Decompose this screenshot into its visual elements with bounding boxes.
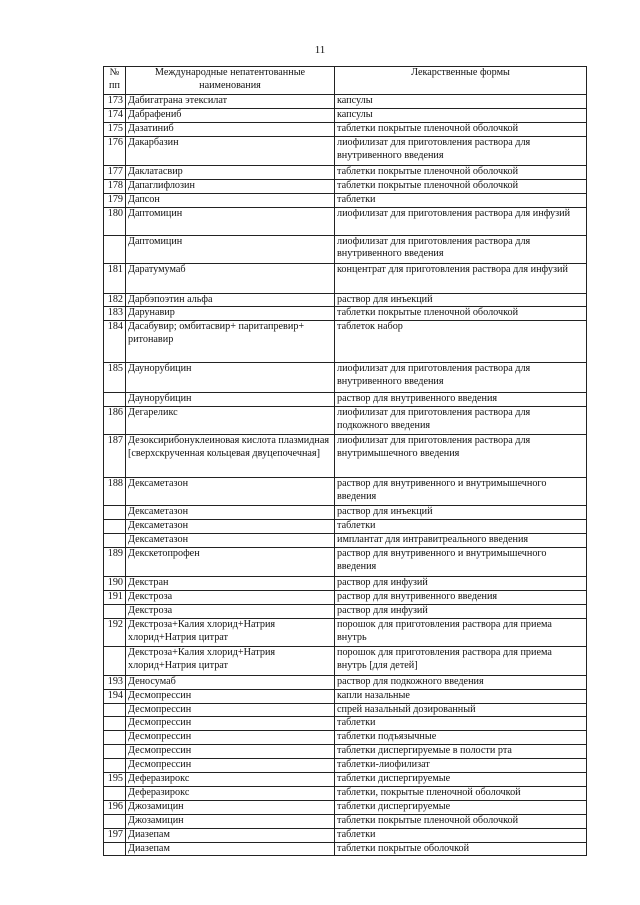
table-row bbox=[104, 179, 587, 193]
table-row bbox=[104, 828, 587, 842]
row-number bbox=[104, 745, 126, 759]
row-number bbox=[104, 814, 126, 828]
drug-name: Деносумаб bbox=[126, 675, 335, 689]
row-number: 196 bbox=[104, 800, 126, 814]
dosage-form: имплантат для интравитреального введения bbox=[335, 534, 587, 548]
drug-name: Дапсон bbox=[126, 193, 335, 207]
dosage-form: капсулы bbox=[335, 109, 587, 123]
drug-name: Десмопрессин bbox=[126, 689, 335, 703]
dosage-form: раствор для внутривенного и внутримышечного введения bbox=[335, 478, 587, 506]
dosage-form: концентрат для приготовления раствора для инфузий bbox=[335, 263, 587, 293]
drug-name: Джозамицин bbox=[126, 814, 335, 828]
row-number: 192 bbox=[104, 618, 126, 646]
table-row bbox=[104, 321, 587, 363]
table-row bbox=[104, 534, 587, 548]
row-number: 194 bbox=[104, 689, 126, 703]
drug-name: Дегареликс bbox=[126, 407, 335, 435]
table-row bbox=[104, 646, 587, 675]
drug-name: Деферазирокс bbox=[126, 773, 335, 787]
table-row bbox=[104, 293, 587, 307]
drug-table bbox=[103, 66, 587, 856]
table-row bbox=[104, 689, 587, 703]
dosage-form: раствор для внутривенного введения bbox=[335, 590, 587, 604]
dosage-form: таблетки bbox=[335, 717, 587, 731]
column-header-number bbox=[104, 67, 126, 95]
row-number bbox=[104, 842, 126, 856]
table-row bbox=[104, 435, 587, 478]
table-row bbox=[104, 703, 587, 717]
dosage-form: лиофилизат для приготовления раствора для внутривенного введения bbox=[335, 136, 587, 165]
table-body bbox=[104, 95, 587, 856]
dosage-form: раствор для инъекций bbox=[335, 293, 587, 307]
drug-name: Дексаметазон bbox=[126, 534, 335, 548]
drug-name: Джозамицин bbox=[126, 800, 335, 814]
table-row bbox=[104, 759, 587, 773]
dosage-form: таблетки диспергируемые в полости рта bbox=[335, 745, 587, 759]
table-row bbox=[104, 590, 587, 604]
dosage-form: таблетки подъязычные bbox=[335, 731, 587, 745]
row-number: 183 bbox=[104, 307, 126, 321]
drug-name: Декстроза+Калия хлорид+Натрия хлорид+Натрия цитрат bbox=[126, 618, 335, 646]
dosage-form: таблетки bbox=[335, 828, 587, 842]
table-row bbox=[104, 235, 587, 263]
dosage-form: спрей назальный дозированный bbox=[335, 703, 587, 717]
dosage-form: раствор для инфузий bbox=[335, 576, 587, 590]
dosage-form: лиофилизат для приготовления раствора для внутримышечного введения bbox=[335, 435, 587, 478]
drug-name: Даклатасвир bbox=[126, 165, 335, 179]
table-row bbox=[104, 618, 587, 646]
row-number: 173 bbox=[104, 95, 126, 109]
table-row bbox=[104, 95, 587, 109]
drug-name: Декстроза+Калия хлорид+Натрия хлорид+Натрия цитрат bbox=[126, 646, 335, 675]
row-number: 191 bbox=[104, 590, 126, 604]
dosage-form: таблетки bbox=[335, 520, 587, 534]
dosage-form: таблетки покрытые пленочной оболочкой bbox=[335, 814, 587, 828]
table-row bbox=[104, 547, 587, 576]
table-row bbox=[104, 675, 587, 689]
dosage-form: лиофилизат для приготовления раствора для внутривенного введения bbox=[335, 363, 587, 393]
dosage-form: порошок для приготовления раствора для приема внутрь bbox=[335, 618, 587, 646]
row-number: 178 bbox=[104, 179, 126, 193]
row-number: 181 bbox=[104, 263, 126, 293]
row-number: 180 bbox=[104, 207, 126, 235]
drug-name: Десмопрессин bbox=[126, 731, 335, 745]
table-row bbox=[104, 122, 587, 136]
column-header-inn: Международные непатентованные наименования bbox=[126, 67, 335, 95]
dosage-form: таблетки-лиофилизат bbox=[335, 759, 587, 773]
table-row bbox=[104, 717, 587, 731]
table-row bbox=[104, 520, 587, 534]
header-number-symbol: № bbox=[109, 67, 120, 78]
row-number bbox=[104, 786, 126, 800]
column-header-dosage-forms: Лекарственные формы bbox=[335, 67, 587, 95]
dosage-form: таблетки покрытые пленочной оболочкой bbox=[335, 122, 587, 136]
table-row bbox=[104, 604, 587, 618]
table-row bbox=[104, 407, 587, 435]
dosage-form: таблетки покрытые пленочной оболочкой bbox=[335, 179, 587, 193]
row-number: 184 bbox=[104, 321, 126, 363]
drug-name: Декстроза bbox=[126, 604, 335, 618]
dosage-form: таблетки, покрытые пленочной оболочкой bbox=[335, 786, 587, 800]
dosage-form: капсулы bbox=[335, 95, 587, 109]
dosage-form: раствор для подкожного введения bbox=[335, 675, 587, 689]
row-number bbox=[104, 235, 126, 263]
row-number: 177 bbox=[104, 165, 126, 179]
table-row bbox=[104, 745, 587, 759]
drug-name: Даунорубицин bbox=[126, 393, 335, 407]
table-row bbox=[104, 165, 587, 179]
table-row bbox=[104, 363, 587, 393]
row-number bbox=[104, 604, 126, 618]
drug-name: Даунорубицин bbox=[126, 363, 335, 393]
dosage-form: лиофилизат для приготовления раствора для подкожного введения bbox=[335, 407, 587, 435]
dosage-form: капли назальные bbox=[335, 689, 587, 703]
dosage-form: лиофилизат для приготовления раствора для инфузий bbox=[335, 207, 587, 235]
table-row bbox=[104, 478, 587, 506]
row-number: 189 bbox=[104, 547, 126, 576]
dosage-form: раствор для инъекций bbox=[335, 506, 587, 520]
drug-name: Дарунавир bbox=[126, 307, 335, 321]
row-number: 182 bbox=[104, 293, 126, 307]
dosage-form: таблетки диспергируемые bbox=[335, 800, 587, 814]
drug-name: Десмопрессин bbox=[126, 703, 335, 717]
drug-name: Декскетопрофен bbox=[126, 547, 335, 576]
row-number bbox=[104, 520, 126, 534]
dosage-form: таблетки bbox=[335, 193, 587, 207]
table-row bbox=[104, 786, 587, 800]
row-number bbox=[104, 717, 126, 731]
row-number: 185 bbox=[104, 363, 126, 393]
row-number bbox=[104, 646, 126, 675]
table-row bbox=[104, 263, 587, 293]
dosage-form: раствор для внутривенного и внутримышечного введения bbox=[335, 547, 587, 576]
table-row bbox=[104, 109, 587, 123]
page-number: 11 bbox=[314, 44, 326, 56]
dosage-form: порошок для приготовления раствора для приема внутрь [для детей] bbox=[335, 646, 587, 675]
row-number: 176 bbox=[104, 136, 126, 165]
drug-name: Десмопрессин bbox=[126, 745, 335, 759]
row-number: 197 bbox=[104, 828, 126, 842]
dosage-form: раствор для инфузий bbox=[335, 604, 587, 618]
drug-name: Дексаметазон bbox=[126, 506, 335, 520]
drug-name: Дазатиниб bbox=[126, 122, 335, 136]
drug-name: Декстран bbox=[126, 576, 335, 590]
drug-name: Дезоксирибонуклеиновая кислота плазмидная [сверхскрученная кольцевая двуцепочечная] bbox=[126, 435, 335, 478]
drug-name: Дасабувир; омбитасвир+ паритапревир+ ритонавир bbox=[126, 321, 335, 363]
dosage-form: таблетки диспергируемые bbox=[335, 773, 587, 787]
drug-name: Десмопрессин bbox=[126, 759, 335, 773]
table-row bbox=[104, 576, 587, 590]
dosage-form: раствор для внутривенного введения bbox=[335, 393, 587, 407]
row-number bbox=[104, 731, 126, 745]
drug-name: Дапаглифлозин bbox=[126, 179, 335, 193]
table-row bbox=[104, 307, 587, 321]
dosage-form: таблетки покрытые оболочкой bbox=[335, 842, 587, 856]
row-number bbox=[104, 703, 126, 717]
row-number: 193 bbox=[104, 675, 126, 689]
table-row bbox=[104, 842, 587, 856]
header-number-abbrev: пп bbox=[109, 79, 120, 91]
drug-name: Деферазирокс bbox=[126, 786, 335, 800]
row-number: 187 bbox=[104, 435, 126, 478]
table-row bbox=[104, 800, 587, 814]
row-number: 195 bbox=[104, 773, 126, 787]
dosage-form: таблетки покрытые пленочной оболочкой bbox=[335, 165, 587, 179]
table-header-row bbox=[104, 67, 587, 95]
drug-name: Диазепам bbox=[126, 828, 335, 842]
drug-name: Десмопрессин bbox=[126, 717, 335, 731]
drug-name: Декстроза bbox=[126, 590, 335, 604]
drug-name: Дексаметазон bbox=[126, 520, 335, 534]
drug-name: Дексаметазон bbox=[126, 478, 335, 506]
row-number: 175 bbox=[104, 122, 126, 136]
row-number: 188 bbox=[104, 478, 126, 506]
row-number: 190 bbox=[104, 576, 126, 590]
drug-name: Диазепам bbox=[126, 842, 335, 856]
drug-name: Даратумумаб bbox=[126, 263, 335, 293]
table-row bbox=[104, 731, 587, 745]
drug-name: Дабигатрана этексилат bbox=[126, 95, 335, 109]
table-row bbox=[104, 207, 587, 235]
dosage-form: таблетки покрытые пленочной оболочкой bbox=[335, 307, 587, 321]
dosage-form: таблеток набор bbox=[335, 321, 587, 363]
row-number bbox=[104, 393, 126, 407]
row-number bbox=[104, 506, 126, 520]
table-row bbox=[104, 136, 587, 165]
drug-name: Дабрафениб bbox=[126, 109, 335, 123]
table-row bbox=[104, 393, 587, 407]
drug-name: Даптомицин bbox=[126, 207, 335, 235]
row-number: 174 bbox=[104, 109, 126, 123]
table-row bbox=[104, 814, 587, 828]
table-row bbox=[104, 773, 587, 787]
dosage-form: лиофилизат для приготовления раствора для внутривенного введения bbox=[335, 235, 587, 263]
table-row bbox=[104, 193, 587, 207]
drug-name: Даптомицин bbox=[126, 235, 335, 263]
table-row bbox=[104, 506, 587, 520]
drug-name: Дарбэпоэтин альфа bbox=[126, 293, 335, 307]
row-number bbox=[104, 534, 126, 548]
drug-name: Дакарбазин bbox=[126, 136, 335, 165]
row-number: 186 bbox=[104, 407, 126, 435]
row-number: 179 bbox=[104, 193, 126, 207]
row-number bbox=[104, 759, 126, 773]
